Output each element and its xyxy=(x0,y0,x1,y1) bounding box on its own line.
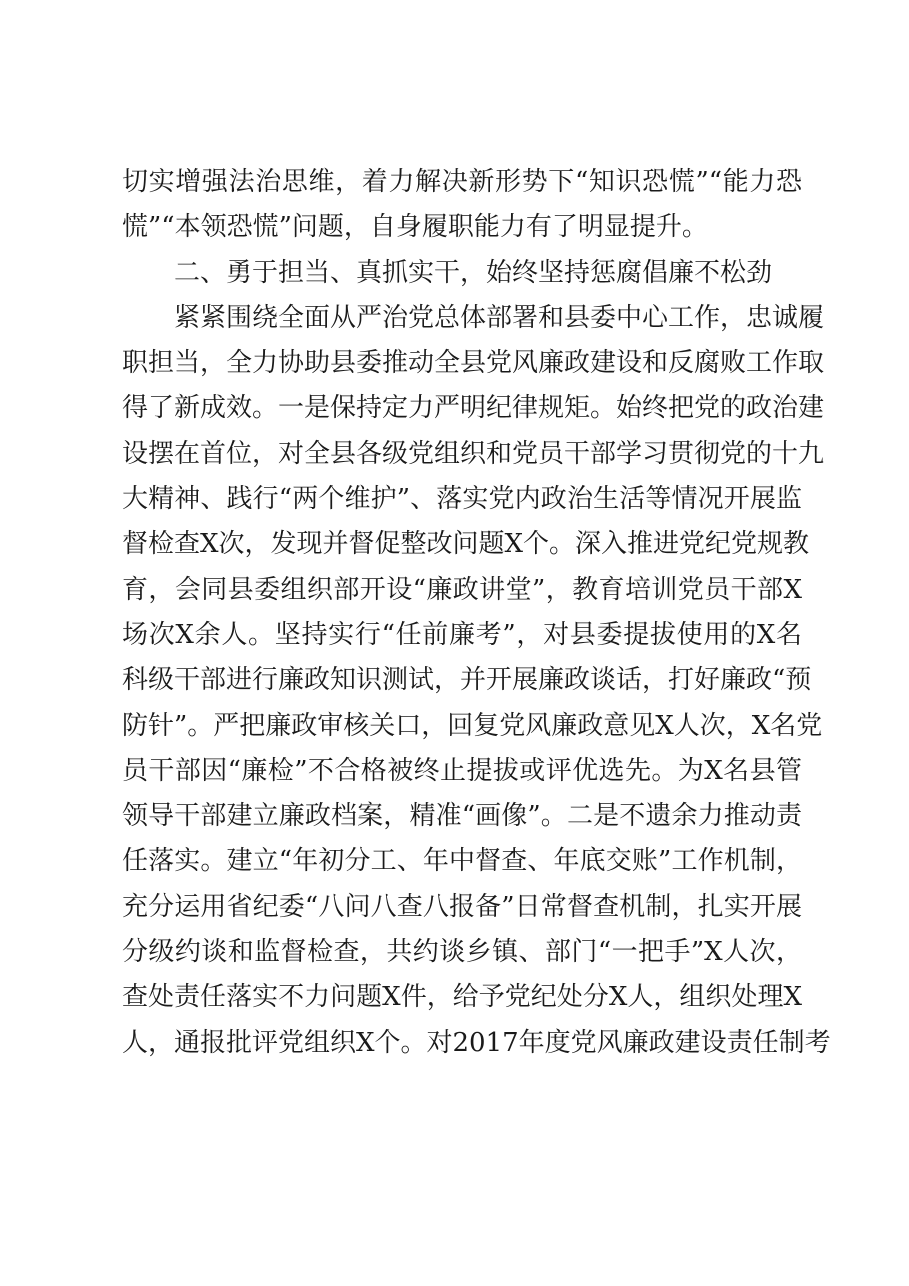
text-line: 慌”“本领恐慌”问题，自身履职能力有了明显提升。 xyxy=(122,212,708,243)
text-line: 任落实。建立“年初分工、年中督查、年底交账”工作机制， xyxy=(122,846,802,877)
text-line: 领导干部建立廉政档案，精准“画像”。二是不遗余力推动责 xyxy=(122,801,802,832)
text-line: 大精神、践行“两个维护”、落实党内政治生活等情况开展监 xyxy=(122,484,802,515)
text-line: 分级约谈和监督检查，共约谈乡镇、部门“一把手”X人次， xyxy=(122,937,802,968)
text-line: 职担当，全力协助县委推动全县党风廉政建设和反腐败工作取 xyxy=(122,348,825,379)
text-line: 切实增强法治思维，着力解决新形势下“知识恐慌”“能力恐 xyxy=(122,167,802,197)
document-body xyxy=(122,160,831,1066)
text-line: 充分运用省纪委“八问八查八报备”日常督查机制，扎实开展 xyxy=(122,891,802,922)
text-line: 员干部因“廉检”不合格被终止提拔或评优选先。为X名县管 xyxy=(122,755,802,786)
text-line: 防针”。严把廉政审核关口，回复党风廉政意见X人次，X名党 xyxy=(122,710,823,741)
text-line: 督检查X次，发现并督促整改问题X个。深入推进党纪党规教 xyxy=(122,529,810,560)
text-line: 科级干部进行廉政知识测试，并开展廉政谈话，打好廉政“预 xyxy=(122,665,812,696)
text-line: 场次X余人。坚持实行“任前廉考”，对县委提拔使用的X名 xyxy=(122,619,802,650)
text-line: 紧紧围绕全面从严治党总体部署和县委中心工作，忠诚履 xyxy=(122,302,825,333)
section-heading: 二、勇于担当、真抓实干，始终坚持惩腐倡廉不松劲 xyxy=(122,257,773,288)
text-line: 查处责任落实不力问题X件，给予党纪处分X人，组织处理X xyxy=(122,982,802,1013)
text-line: 人，通报批评党组织X个。对2017年度党风廉政建设责任制考 xyxy=(122,1027,831,1058)
text-line: 得了新成效。一是保持定力严明纪律规矩。始终把党的政治建 xyxy=(122,393,825,424)
text-line: 设摆在首位，对全县各级党组织和党员干部学习贯彻党的十九 xyxy=(122,438,825,469)
text-line: 育，会同县委组织部开设“廉政讲堂”，教育培训党员干部X xyxy=(122,574,802,605)
